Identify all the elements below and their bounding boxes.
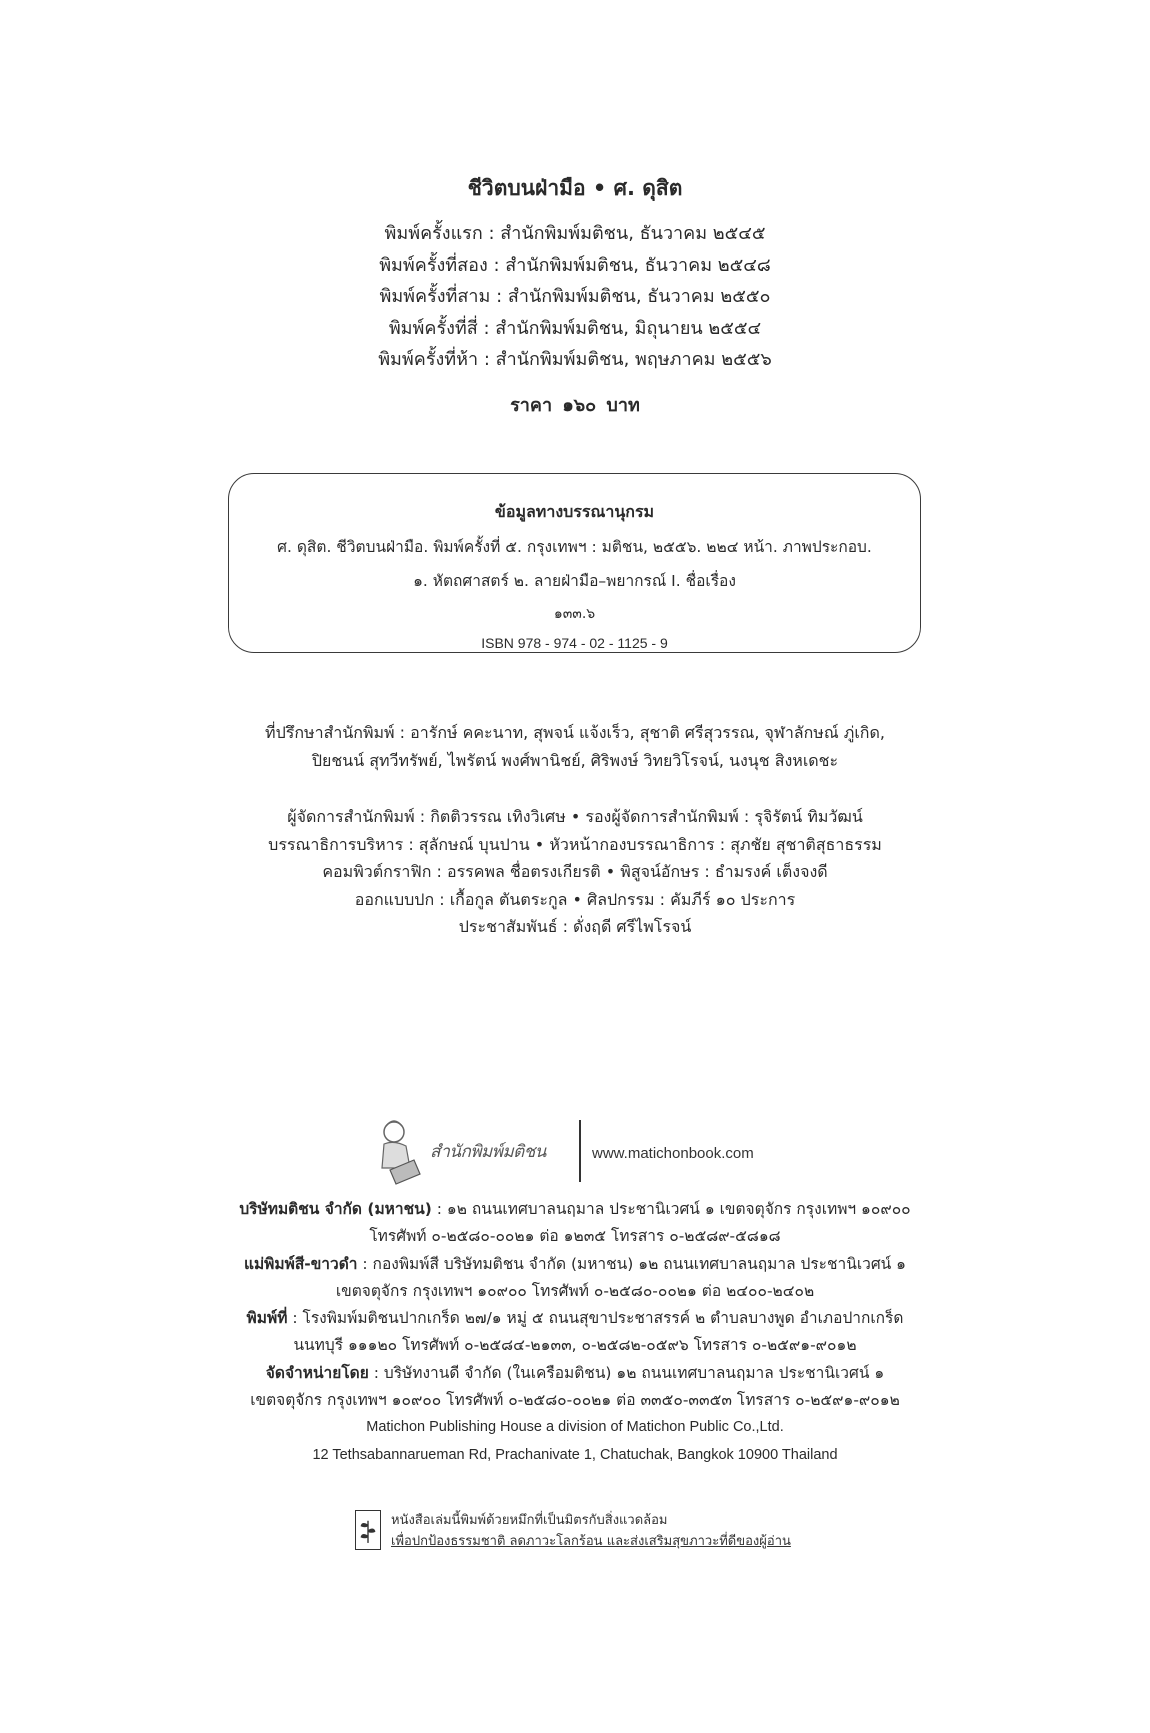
cataloging-box [228,473,921,653]
publisher-english-address: 12 Tethsabannarueman Rd, Prachanivate 1, Chatuchak, Bangkok 10900 Thailand [312,1446,838,1463]
cataloging-classification: ๑๓๓.๖ [553,606,596,622]
edition-history [0,218,1150,376]
leaf-book-icon [355,1510,381,1550]
eco-notice [355,1510,815,1562]
printer-label: พิมพ์ที่ [246,1309,288,1328]
staff-line: คอมพิวต์กราฟิก : อรรคพล ชื่อตรงเกียรติ • พิสูจน์อักษร : ธำมรงค์ เต็งจงดี [322,862,828,881]
price: ราคา ๑๖๐ บาท [510,395,640,416]
publisher-english-name: Matichon Publishing House a division of Matichon Public Co.,Ltd. [366,1419,784,1436]
edition-line: พิมพ์ครั้งที่สาม : สำนักพิมพ์มติชน, ธันวาคม ๒๕๕๐ [379,286,771,307]
edition-line: พิมพ์ครั้งที่สี่ : สำนักพิมพ์มติชน, มิถุนายน ๒๕๕๔ [388,317,762,339]
publisher-line: เขตจตุจักร กรุงเทพฯ ๑๐๙๐๐ โทรศัพท์ ๐-๒๕๘๐-๐๐๒๑ ต่อ ๒๔๐๐-๒๔๐๒ [335,1281,815,1300]
publisher-label: บริษัทมติชน จำกัด (มหาชน) [239,1200,432,1218]
staff-credits [0,803,1150,941]
advisors-line: ที่ปรึกษาสำนักพิมพ์ : อารักษ์ คคะนาท, สุพจน์ แจ้งเร็ว, สุชาติ ศรีสุวรรณ, จุฬาลักษณ์ ภู่เกิด, [265,723,885,742]
publisher-address: : ๑๒ ถนนเทศบาลนฤมาล ประชานิเวศน์ ๑ เขตจตุจักร กรุงเทพฯ ๑๐๙๐๐ [431,1200,911,1218]
publisher-line [0,1251,1150,1278]
publisher-logo [370,1112,780,1192]
distributor-address: : บริษัทงานดี จำกัด (ในเครือมติชน) ๑๒ ถนนเทศบาลนฤมาล ประชานิเวศน์ ๑ [368,1363,885,1382]
staff-line: ประชาสัมพันธ์ : ดั่งฤดี ศรีไพโรจน์ [458,917,692,936]
logo-divider [579,1120,581,1182]
publisher-line: โทรศัพท์ ๐-๒๕๘๐-๐๐๒๑ ต่อ ๑๒๓๕ โทรสาร ๐-๒๕๘๙-๕๘๑๘ [369,1227,781,1246]
advisors-line: ปิยชนน์ สุทวีทรัพย์, ไพรัตน์ พงศ์พานิชย์, ศิริพงษ์ วิทยวิโรจน์, นงนุช สิงหเดชะ [311,751,839,770]
cataloging-citation: ศ. ดุสิต. ชีวิตบนฝ่ามือ. พิมพ์ครั้งที่ ๕. กรุงเทพฯ : มติชน, ๒๕๕๖. ๒๒๔ หน้า. ภาพประกอบ. [277,538,872,556]
edition-line: พิมพ์ครั้งที่สอง : สำนักพิมพ์มติชน, ธันวาคม ๒๕๔๘ [379,254,771,276]
website-link[interactable]: www.matichonbook.com [592,1145,754,1162]
publisher-line [0,1305,1150,1332]
plate-address: : กองพิมพ์สี บริษัทมติชน จำกัด (มหาชน) ๑๒ ถนนเทศบาลนฤมาล ประชานิเวศน์ ๑ [357,1254,907,1273]
printer-address: : โรงพิมพ์มติชนปากเกร็ด ๒๗/๑ หมู่ ๕ ถนนสุขาประชาสรรค์ ๒ ตำบลบางพูด อำเภอปากเกร็ด [287,1309,904,1328]
publisher-line: นนทบุรี ๑๑๑๒๐ โทรศัพท์ ๐-๒๕๘๔-๒๑๓๓, ๐-๒๕๘๒-๐๕๙๖ โทรสาร ๐-๒๕๙๑-๙๐๑๒ [293,1336,857,1355]
edition-line: พิมพ์ครั้งที่ห้า : สำนักพิมพ์มติชน, พฤษภาคม ๒๕๕๖ [378,349,772,370]
cataloging-heading: ข้อมูลทางบรรณานุกรม [494,502,655,521]
isbn: ISBN 978 - 974 - 02 - 1125 - 9 [481,635,668,651]
eco-line: เพื่อปกป้องธรรมชาติ ลดภาวะโลกร้อน และส่งเสริมสุขภาวะที่ดีของผู้อ่าน [391,1534,791,1549]
publisher-line [0,1196,1150,1223]
publisher-info [0,1196,1150,1469]
edition-line: พิมพ์ครั้งแรก : สำนักพิมพ์มติชน, ธันวาคม ๒๕๔๕ [384,223,766,244]
distributor-label: จัดจำหน่ายโดย [265,1363,369,1382]
publisher-line [0,1360,1150,1387]
book-title: ชีวิตบนฝ่ามือ • ศ. ดุสิต [467,176,683,200]
cataloging-subjects: ๑. หัตถศาสตร์ ๒. ลายฝ่ามือ–พยากรณ์ I. ชื่อเรื่อง [413,572,736,590]
advisors-block [0,719,1150,775]
eco-line: หนังสือเล่มนี้พิมพ์ด้วยหมึกที่เป็นมิตรกับสิ่งแวดล้อม [391,1513,668,1528]
staff-line: ผู้จัดการสำนักพิมพ์ : กิตติวรรณ เทิงวิเศษ • รองผู้จัดการสำนักพิมพ์ : รุจิรัตน์ ทิมวัฒน์ [287,807,863,826]
publisher-line: เขตจตุจักร กรุงเทพฯ ๑๐๙๐๐ โทรศัพท์ ๐-๒๕๘๐-๐๐๒๑ ต่อ ๓๓๕๐-๓๓๕๓ โทรสาร ๐-๒๕๙๑-๙๐๑๒ [250,1391,900,1410]
plate-label: แม่พิมพ์สี-ขาวดำ [243,1254,358,1273]
staff-line: บรรณาธิการบริหาร : สุลักษณ์ บุนปาน • หัวหน้ากองบรรณาธิการ : สุภชัย สุชาติสุธาธรรม [268,834,882,854]
logo-script-text: สำนักพิมพ์มติชน [430,1142,546,1162]
reading-figure-icon [370,1112,430,1188]
staff-line: ออกแบบปก : เกื้อกูล ตันตระกูล • ศิลปกรรม : คัมภีร์ ๑๐ ประการ [354,889,796,909]
